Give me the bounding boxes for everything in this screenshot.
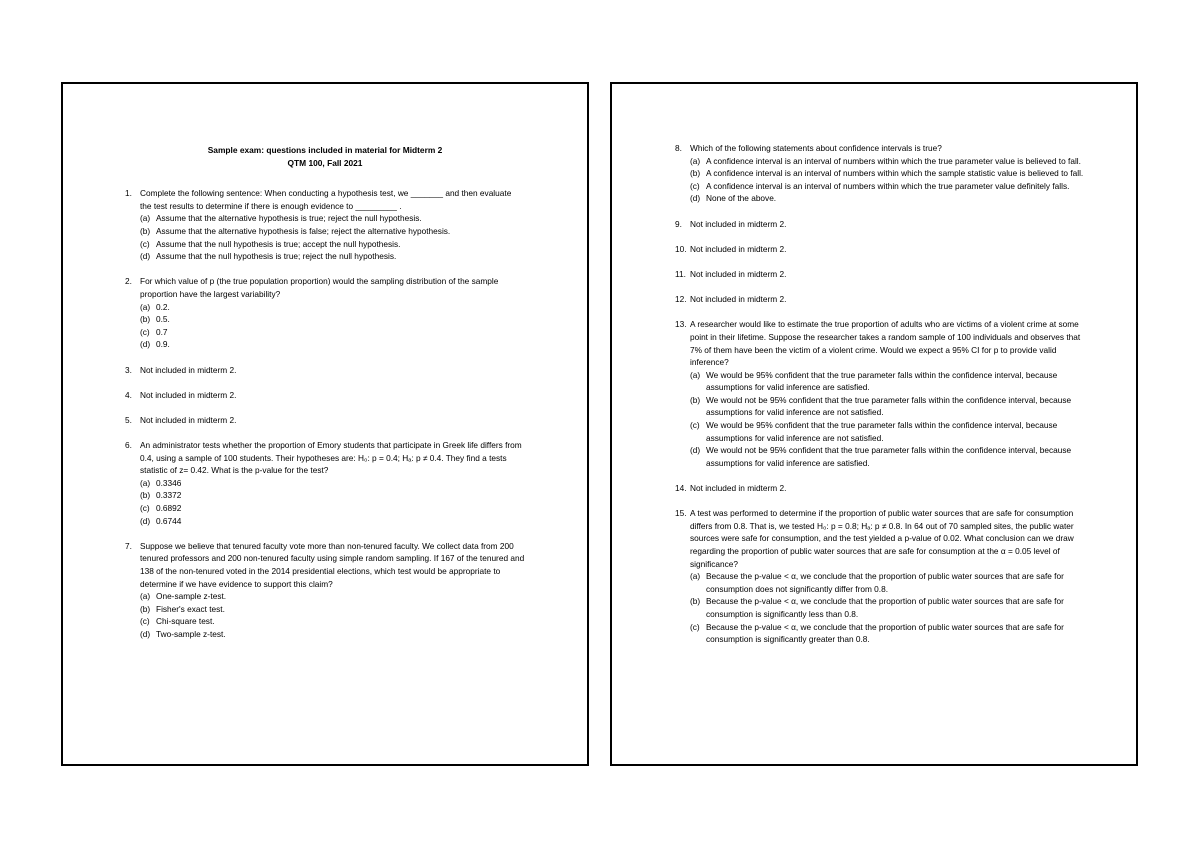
option-text: 0.2. (156, 301, 170, 312)
question-text: A researcher would like to estimate the true proportion of adults who are victims of a violent crime at some point in their lifetime. Suppose the researcher takes a random sample of 100 individuals and observes that 7% of them have been the victim of a violent crime. Would we expect a 95% CI for p to provide valid inference? (690, 319, 1081, 368)
option-label: (a) (140, 301, 151, 312)
answer-option (690, 419, 1089, 444)
question-text: Not included in midterm 2. (690, 218, 787, 229)
question-item (125, 389, 525, 402)
option-label: (a) (690, 571, 701, 582)
question-body (690, 482, 1089, 495)
question-body (690, 507, 1089, 646)
answer-option (140, 212, 525, 225)
option-text: Because the p-value < α, we conclude that the proportion of public water sources that are safe for consumption does not significantly differ from 0.8. (706, 571, 1064, 594)
question-item (675, 142, 1089, 205)
option-text: We would be 95% confident that the true parameter falls within the confidence interval, because assumptions for valid inference are satisfied. (706, 369, 1058, 393)
answer-option (690, 394, 1089, 419)
answer-option (140, 515, 525, 528)
option-text: We would not be 95% confident that the true parameter falls within the confidence interval, because assumptions for valid inference are satisfied. (706, 445, 1072, 468)
question-body (140, 187, 525, 263)
question-item (675, 293, 1089, 306)
option-text: One-sample z-test. (156, 591, 227, 602)
page-content (675, 142, 1089, 658)
question-number: 9. (675, 218, 682, 229)
exam-title: Sample exam: questions included in material for Midterm 2 (207, 145, 443, 155)
option-text: A confidence interval is an interval of numbers within which the true parameter value definitely falls. (706, 180, 1070, 191)
option-label: (c) (690, 180, 700, 191)
question-body (690, 268, 1089, 281)
question-body (140, 439, 525, 527)
option-text: 0.3346 (156, 477, 182, 488)
question-number: 13. (675, 319, 687, 330)
question-body (140, 275, 525, 351)
option-label: (d) (140, 515, 151, 526)
question-item (125, 275, 525, 351)
option-text: Assume that the null hypothesis is true; accept the null hypothesis. (156, 238, 401, 249)
question-item (125, 414, 525, 427)
answer-option (690, 369, 1089, 394)
option-text: 0.3372 (156, 490, 182, 501)
question-item (125, 364, 525, 377)
option-label: (c) (690, 420, 700, 431)
option-label: (d) (690, 193, 701, 204)
question-text: Complete the following sentence: When conducting a hypothesis test, we _______ and then evaluate the test results to determine if there is enough evidence to _________ . (140, 188, 512, 211)
question-body (690, 293, 1089, 306)
question-item (675, 218, 1089, 231)
option-text: 0.7 (156, 326, 168, 337)
answer-option (140, 628, 525, 641)
option-text: Because the p-value < α, we conclude that the proportion of public water sources that are safe for consumption is significantly greater than 0.8. (706, 621, 1064, 645)
option-label: (d) (690, 445, 701, 456)
question-text: Not included in midterm 2. (690, 294, 787, 305)
answer-option (140, 590, 525, 603)
option-label: (a) (140, 477, 151, 488)
option-text: We would be 95% confident that the true parameter falls within the confidence interval, because assumptions for valid inference are not satisfied. (706, 420, 1058, 443)
option-text: Assume that the alternative hypothesis is true; reject the null hypothesis. (156, 213, 422, 224)
option-label: (c) (140, 616, 150, 627)
title-block (125, 144, 525, 169)
answer-option (690, 621, 1089, 646)
option-text: 0.6892 (156, 503, 182, 514)
option-text: Because the p-value < α, we conclude that the proportion of public water sources that are safe for consumption is significantly less than 0.8. (706, 596, 1064, 619)
question-number: 3. (125, 364, 132, 375)
answer-option (690, 444, 1089, 469)
option-label: (b) (140, 314, 151, 325)
option-text: We would not be 95% confident that the true parameter falls within the confidence interval, because assumptions for valid inference are not satisfied. (706, 394, 1072, 418)
question-text: Suppose we believe that tenured faculty vote more than non-tenured faculty. We collect data from 200 tenured professors and 200 non-tenured faculty using simple random sampling. If 167 of the tenured and 138 of the non-tenured voted in the 2014 presidential elections, which test would be appropriate to determine if we have evidence to support this claim? (140, 540, 525, 589)
question-text: Not included in midterm 2. (140, 364, 237, 375)
question-number: 8. (675, 143, 682, 153)
question-item (675, 482, 1089, 495)
option-label: (d) (140, 628, 151, 639)
option-label: (b) (690, 394, 701, 405)
question-item (125, 187, 525, 263)
question-body (690, 318, 1089, 469)
answer-option (140, 313, 525, 326)
question-number: 4. (125, 389, 132, 400)
question-body (690, 243, 1089, 256)
option-label: (b) (140, 603, 151, 614)
option-label: (b) (140, 490, 151, 501)
question-number: 11. (675, 268, 686, 279)
option-text: Assume that the null hypothesis is true; reject the null hypothesis. (156, 251, 397, 262)
answer-option (690, 192, 1089, 205)
option-text: A confidence interval is an interval of numbers within which the true parameter value is believed to fall. (706, 155, 1081, 166)
option-label: (a) (140, 591, 151, 602)
exam-page-left (61, 82, 589, 766)
question-item (125, 439, 525, 527)
option-label: (a) (690, 369, 701, 380)
option-text: Fisher's exact test. (156, 603, 225, 614)
question-text: For which value of p (the true population proportion) would the sampling distribution of the sample proportion have the largest variability? (140, 276, 499, 299)
question-text: An administrator tests whether the proportion of Emory students that participate in Greek life differs from 0.4, using a sample of 100 students. Their hypotheses are: H₀: p = 0.4; Hₐ: p ≠ 0.4. They find a tests statistic of z= 0.42. What is the p-value for the test? (140, 440, 522, 476)
option-text: None of the above. (706, 193, 777, 204)
answer-option (140, 489, 525, 502)
question-body (140, 389, 525, 402)
answer-option (140, 326, 525, 339)
question-text: A test was performed to determine if the proportion of public water sources that are safe for consumption differs from 0.8. That is, we tested H₀: p = 0.8; Hₐ: p ≠ 0.8. In 64 out of 70 sampled sites, the public water sources were safe for consumption, and the test yielded a p-value of 0.02. What conclusion can we draw regarding the proportion of public water sources that are safe for consumption at the α = 0.05 level of significance? (690, 508, 1074, 569)
answer-option (140, 477, 525, 490)
answer-option (140, 603, 525, 616)
question-body (140, 414, 525, 427)
question-number: 10. (675, 243, 687, 254)
option-text: 0.5. (156, 314, 170, 325)
question-body (140, 540, 525, 641)
answer-option (140, 502, 525, 515)
exam-subtitle: QTM 100, Fall 2021 (287, 157, 363, 168)
option-text: Chi-square test. (156, 616, 215, 627)
question-number: 1. (125, 188, 132, 199)
option-text: A confidence interval is an interval of numbers within which the sample statistic value is believed to fall. (706, 168, 1084, 179)
option-label: (c) (140, 238, 150, 249)
question-text: Not included in midterm 2. (140, 414, 237, 425)
option-text: Assume that the alternative hypothesis is false; reject the alternative hypothesis. (156, 225, 451, 236)
option-label: (c) (690, 621, 700, 632)
question-number: 5. (125, 414, 132, 425)
option-label: (c) (140, 326, 150, 337)
question-item (675, 268, 1089, 281)
answer-option (690, 570, 1089, 595)
question-number: 6. (125, 440, 132, 451)
option-label: (a) (690, 155, 701, 166)
option-label: (d) (140, 339, 151, 350)
answer-option (690, 180, 1089, 193)
question-number: 12. (675, 294, 687, 305)
answer-option (140, 338, 525, 351)
option-label: (b) (690, 168, 701, 179)
question-item (675, 243, 1089, 256)
option-label: (b) (140, 225, 151, 236)
question-text: Not included in midterm 2. (140, 389, 237, 400)
option-label: (c) (140, 503, 150, 514)
page-content (125, 144, 525, 653)
question-text: Not included in midterm 2. (690, 243, 787, 254)
question-number: 14. (675, 483, 687, 494)
question-text: Not included in midterm 2. (690, 268, 787, 279)
answer-option (690, 167, 1089, 180)
option-text: 0.9. (156, 339, 170, 350)
question-text: Not included in midterm 2. (690, 483, 787, 494)
question-number: 7. (125, 540, 132, 551)
question-number: 15. (675, 508, 687, 519)
question-item (675, 318, 1089, 469)
answer-option (690, 155, 1089, 168)
question-number: 2. (125, 276, 132, 287)
option-text: Two-sample z-test. (156, 628, 226, 639)
option-text: 0.6744 (156, 515, 182, 526)
option-label: (a) (140, 213, 151, 224)
question-body (690, 218, 1089, 231)
question-text: Which of the following statements about confidence intervals is true? (690, 143, 942, 153)
question-list (675, 142, 1089, 646)
exam-page-right (610, 82, 1138, 766)
option-label: (d) (140, 251, 151, 262)
answer-option (140, 615, 525, 628)
answer-option (140, 250, 525, 263)
answer-option (140, 238, 525, 251)
option-label: (b) (690, 596, 701, 607)
question-item (675, 507, 1089, 646)
answer-option (690, 595, 1089, 620)
question-list (125, 187, 525, 640)
question-body (140, 364, 525, 377)
answer-option (140, 225, 525, 238)
answer-option (140, 301, 525, 314)
question-item (125, 540, 525, 641)
question-body (690, 142, 1089, 205)
